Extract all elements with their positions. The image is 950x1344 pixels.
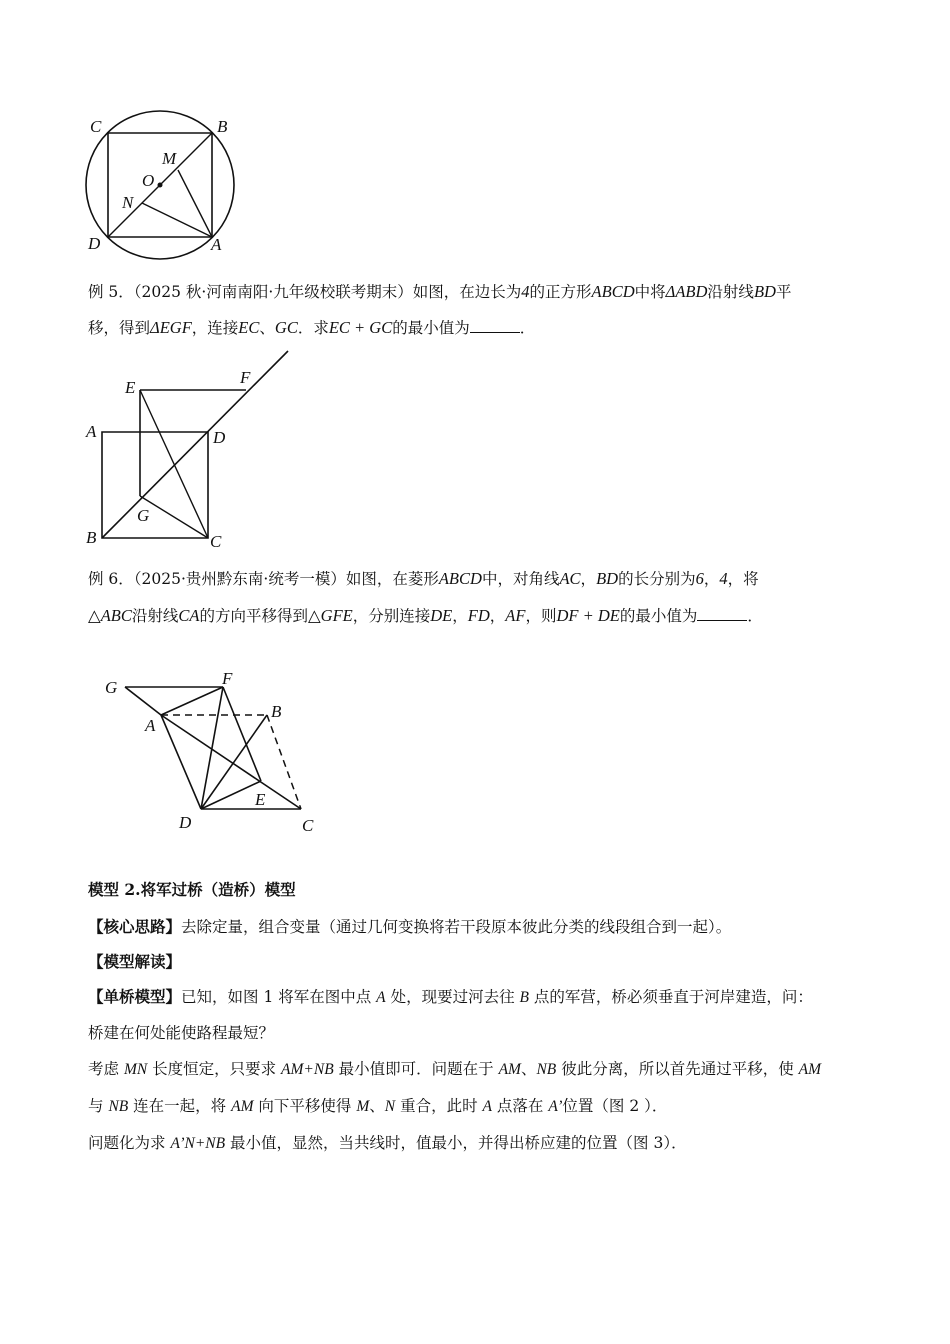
explanation-line-1: 考虑 MN 长度恒定，只要求 AM+NB 最小值即可．问题在于 AM、NB 彼此分离，所以首先通过平移，使 AM <box>88 1060 822 1078</box>
single-bridge-label: 【单桥模型】 <box>88 987 182 1006</box>
label-g: G <box>137 506 150 525</box>
label-e: E <box>255 790 266 809</box>
figure-rhombus-translation <box>95 665 335 840</box>
label-d: D <box>213 428 226 447</box>
label-d: D <box>88 234 101 253</box>
label-a: A <box>145 716 156 735</box>
label-b: B <box>217 117 228 136</box>
label-f: F <box>222 669 233 688</box>
single-bridge-line-1: 【单桥模型】已知，如图 1 将军在图中点 A 处，现要过河去往 B 点的军营，桥必须垂直于河岸建造，问： <box>88 987 813 1006</box>
example-5-line-1: 例 5．（2025 秋·河南南阳·九年级校联考期末）如图，在边长为4的正方形ABCD中将ΔABD沿射线BD平 <box>88 282 792 301</box>
label-m: M <box>162 149 177 168</box>
figure-square-translation-svg <box>80 345 300 555</box>
label-c: C <box>90 117 102 136</box>
label-c: C <box>210 532 222 551</box>
model-interpretation-label: 【模型解读】 <box>88 952 182 971</box>
label-g: G <box>105 678 118 697</box>
label-d: D <box>179 813 192 832</box>
label-f: F <box>240 368 251 387</box>
example-5-line-2: 移，得到ΔEGF，连接EC、GC．求EC + GC的最小值为 ． <box>88 318 536 337</box>
answer-blank <box>697 606 747 621</box>
figure-circle-square-svg <box>80 115 260 260</box>
explanation-line-3: 问题化为求 A’N+NB 最小值，显然，当共线时，值最小，并得出桥应建的位置（图 3）． <box>88 1134 687 1152</box>
single-bridge-line-2: 桥建在何处能使路程最短？ <box>88 1024 275 1042</box>
figure-square-translation <box>80 345 300 555</box>
example-6-line-1: 例 6．（2025·贵州黔东南·统考一模）如图，在菱形ABCD中，对角线AC，BD的长分别为6，4，将 <box>88 569 759 588</box>
label-e: E <box>125 378 136 397</box>
core-idea-line: 【核心思路】去除定量，组合变量（通过几何变换将若干段原本彼此分类的线段组合到一起）。 <box>88 917 732 936</box>
section-title: 模型 2.将军过桥（造桥）模型 <box>88 880 296 899</box>
label-b: B <box>86 528 97 547</box>
core-idea-label: 【核心思路】 <box>88 917 182 936</box>
label-c: C <box>302 816 314 835</box>
explanation-line-2: 与 NB 连在一起，将 AM 向下平移使得 M、N 重合，此时 A 点落在 A’位置（图 2 ）． <box>88 1097 668 1115</box>
label-n: N <box>122 193 134 212</box>
label-a: A <box>86 422 97 441</box>
figure-rhombus-translation-svg <box>95 665 335 840</box>
figure-circle-square <box>80 115 260 260</box>
label-o: O <box>142 171 155 190</box>
answer-blank <box>470 318 520 333</box>
example-6-line-2: △ABC沿射线CA的方向平移得到△GFE，分别连接DE，FD，AF，则DF + DE的最小值为 ． <box>88 606 763 625</box>
label-a: A <box>211 235 222 254</box>
label-b: B <box>271 702 282 721</box>
